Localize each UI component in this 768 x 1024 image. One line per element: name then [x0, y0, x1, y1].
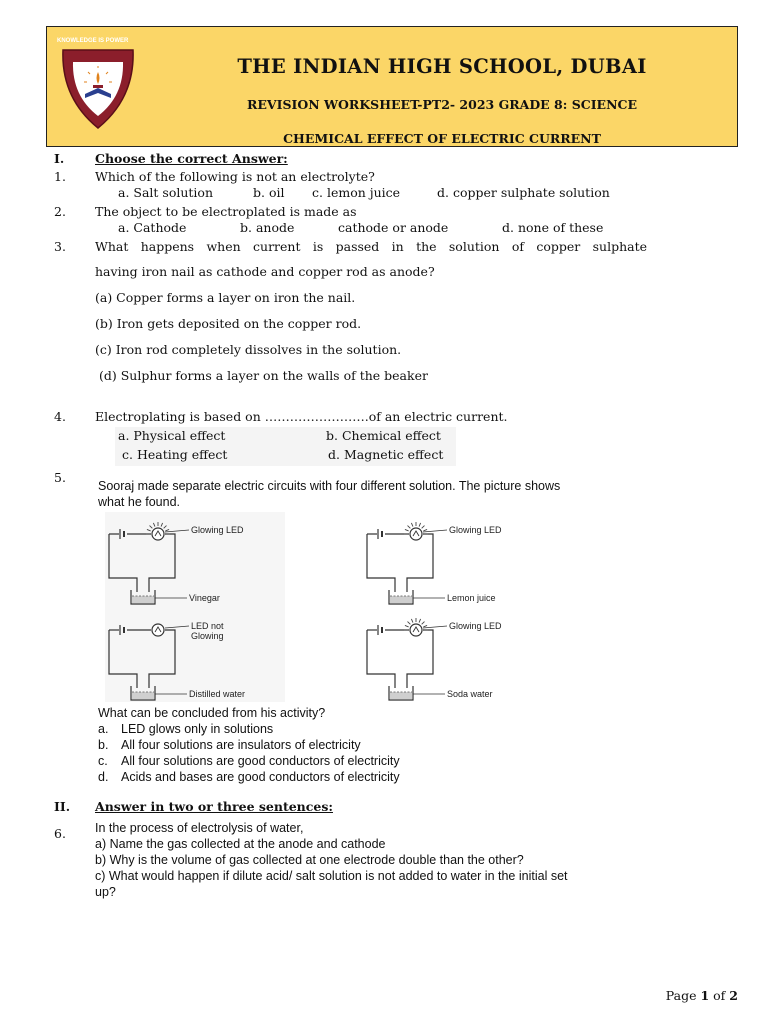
led-glow-ray: [419, 619, 421, 623]
q1-text: Which of the following is not an electrolyte?: [95, 169, 375, 184]
q5-option-b-letter: b.: [98, 738, 109, 752]
q2-option-c: cathode or anode: [338, 220, 449, 235]
q5-question: What can be concluded from his activity?: [98, 706, 326, 720]
page-word: Page: [665, 988, 697, 1003]
q5-text-line-2: what he found.: [98, 495, 181, 509]
logo-motto: KNOWLEDGE IS POWER: [57, 38, 129, 44]
beaker-solution: [132, 596, 154, 603]
q4-option-d: d. Magnetic effect: [328, 447, 444, 462]
q3-text-line-2: having iron nail as cathode and copper rod as anode?: [95, 264, 435, 279]
led-glow-ray: [408, 526, 411, 529]
led-label: Glowing LED: [449, 621, 502, 631]
section-2-number: II.: [54, 799, 71, 814]
q5-text-line-1: Sooraj made separate electric circuits with four different solution. The picture shows: [98, 479, 561, 493]
q3-option-a: (a) Copper forms a layer on iron the nail.: [95, 290, 356, 305]
led-glow-ray: [405, 529, 409, 531]
q1-option-c: c. lemon juice: [312, 185, 401, 200]
q1-option-b: b. oil: [253, 185, 285, 200]
wire-left: [367, 630, 395, 688]
q6-intro: In the process of electrolysis of water,: [95, 821, 304, 835]
q6-part-c: c) What would happen if dilute acid/ salt solution is not added to water in the initial set: [95, 869, 568, 883]
circuit-lemon-juice: [367, 522, 502, 604]
q3-option-b: (b) Iron gets deposited on the copper rod.: [95, 316, 362, 331]
page-number: 1: [700, 988, 710, 1003]
q5-option-a-letter: a.: [98, 722, 109, 736]
q4-option-b: b. Chemical effect: [326, 428, 441, 443]
led-glow-ray: [422, 526, 425, 529]
q3-text-line-1: What happens when current is passed in the solution of copper sulphate: [95, 239, 647, 254]
page-footer: [666, 988, 738, 1003]
q5-option-d-text: Acids and bases are good conductors of electricity: [121, 770, 400, 784]
q4-text: Electroplating is based on …………………….of an electric current.: [95, 409, 508, 424]
wire-right: [407, 630, 433, 688]
circuit-soda-water: [367, 618, 502, 700]
led-icon: [152, 624, 164, 636]
q5-option-c-text: All four solutions are good conductors of electricity: [121, 754, 400, 768]
led-label-leader: [423, 626, 447, 628]
q3-number: 3.: [54, 239, 66, 254]
led-icon: [410, 624, 422, 636]
led-glow-ray: [411, 619, 413, 623]
solution-label: Soda water: [447, 689, 493, 699]
chapter-title: CHEMICAL EFFECT OF ELECTRIC CURRENT: [283, 131, 601, 146]
q6-part-b: b) Why is the volume of gas collected at one electrode double than the other?: [95, 853, 524, 867]
section-1-number: I.: [54, 151, 65, 166]
section-1-title: Choose the correct Answer:: [95, 151, 288, 166]
led-glow-ray: [423, 625, 427, 627]
led-icon: [152, 528, 164, 540]
led-label: Glowing LED: [449, 525, 502, 535]
worksheet-title: REVISION WORKSHEET-PT2- 2023 GRADE 8: SCIENCE: [247, 97, 637, 112]
section-2-title: Answer in two or three sentences:: [95, 799, 333, 814]
q1-option-a: a. Salt solution: [118, 185, 213, 200]
page-total: 2: [729, 988, 738, 1003]
q3-option-d: (d) Sulphur forms a layer on the walls of the beaker: [99, 368, 428, 383]
beaker-solution: [390, 692, 412, 699]
q5-circuits-figure: [105, 512, 525, 702]
led-label: LED not: [191, 621, 224, 631]
q5-number: 5.: [54, 470, 66, 485]
q1-option-d: d. copper sulphate solution: [437, 185, 610, 200]
led-label-leader: [423, 530, 447, 532]
of-word: of: [713, 988, 726, 1003]
led-glow-ray: [422, 622, 425, 625]
q6-number: 6.: [54, 826, 66, 841]
led-glow-ray: [408, 622, 411, 625]
beaker-solution: [390, 596, 412, 603]
school-name: THE INDIAN HIGH SCHOOL, DUBAI: [237, 55, 647, 78]
led-label: Glowing LED: [191, 525, 244, 535]
q2-option-a: a. Cathode: [118, 220, 187, 235]
wire-right: [407, 534, 433, 592]
beaker-solution: [132, 692, 154, 699]
worksheet-header: [46, 26, 738, 147]
q4-option-a: a. Physical effect: [118, 428, 226, 443]
led-glow-ray: [405, 625, 409, 627]
q1-number: 1.: [54, 169, 66, 184]
q5-option-a-text: LED glows only in solutions: [121, 722, 274, 736]
led-glow-ray: [419, 523, 421, 527]
q3-option-c: (c) Iron rod completely dissolves in the solution.: [95, 342, 402, 357]
led-icon: [410, 528, 422, 540]
solution-label: Distilled water: [189, 689, 246, 699]
solution-label: Vinegar: [189, 593, 220, 603]
led-glow-ray: [411, 523, 413, 527]
q2-option-b: b. anode: [240, 220, 295, 235]
q2-number: 2.: [54, 204, 66, 219]
q5-option-d-letter: d.: [98, 770, 109, 784]
solution-label: Lemon juice: [447, 593, 496, 603]
led-label-line-2: Glowing: [191, 631, 224, 641]
q5-option-c-letter: c.: [98, 754, 108, 768]
q2-option-d: d. none of these: [502, 220, 604, 235]
q4-number: 4.: [54, 409, 66, 424]
wire-left: [367, 534, 395, 592]
q4-option-c: c. Heating effect: [122, 447, 228, 462]
q6-part-c-continued: up?: [95, 885, 116, 899]
q5-option-b-text: All four solutions are insulators of electricity: [121, 738, 361, 752]
led-glow-ray: [423, 529, 427, 531]
q6-part-a: a) Name the gas collected at the anode and cathode: [95, 837, 386, 851]
q2-text: The object to be electroplated is made as: [95, 204, 357, 219]
